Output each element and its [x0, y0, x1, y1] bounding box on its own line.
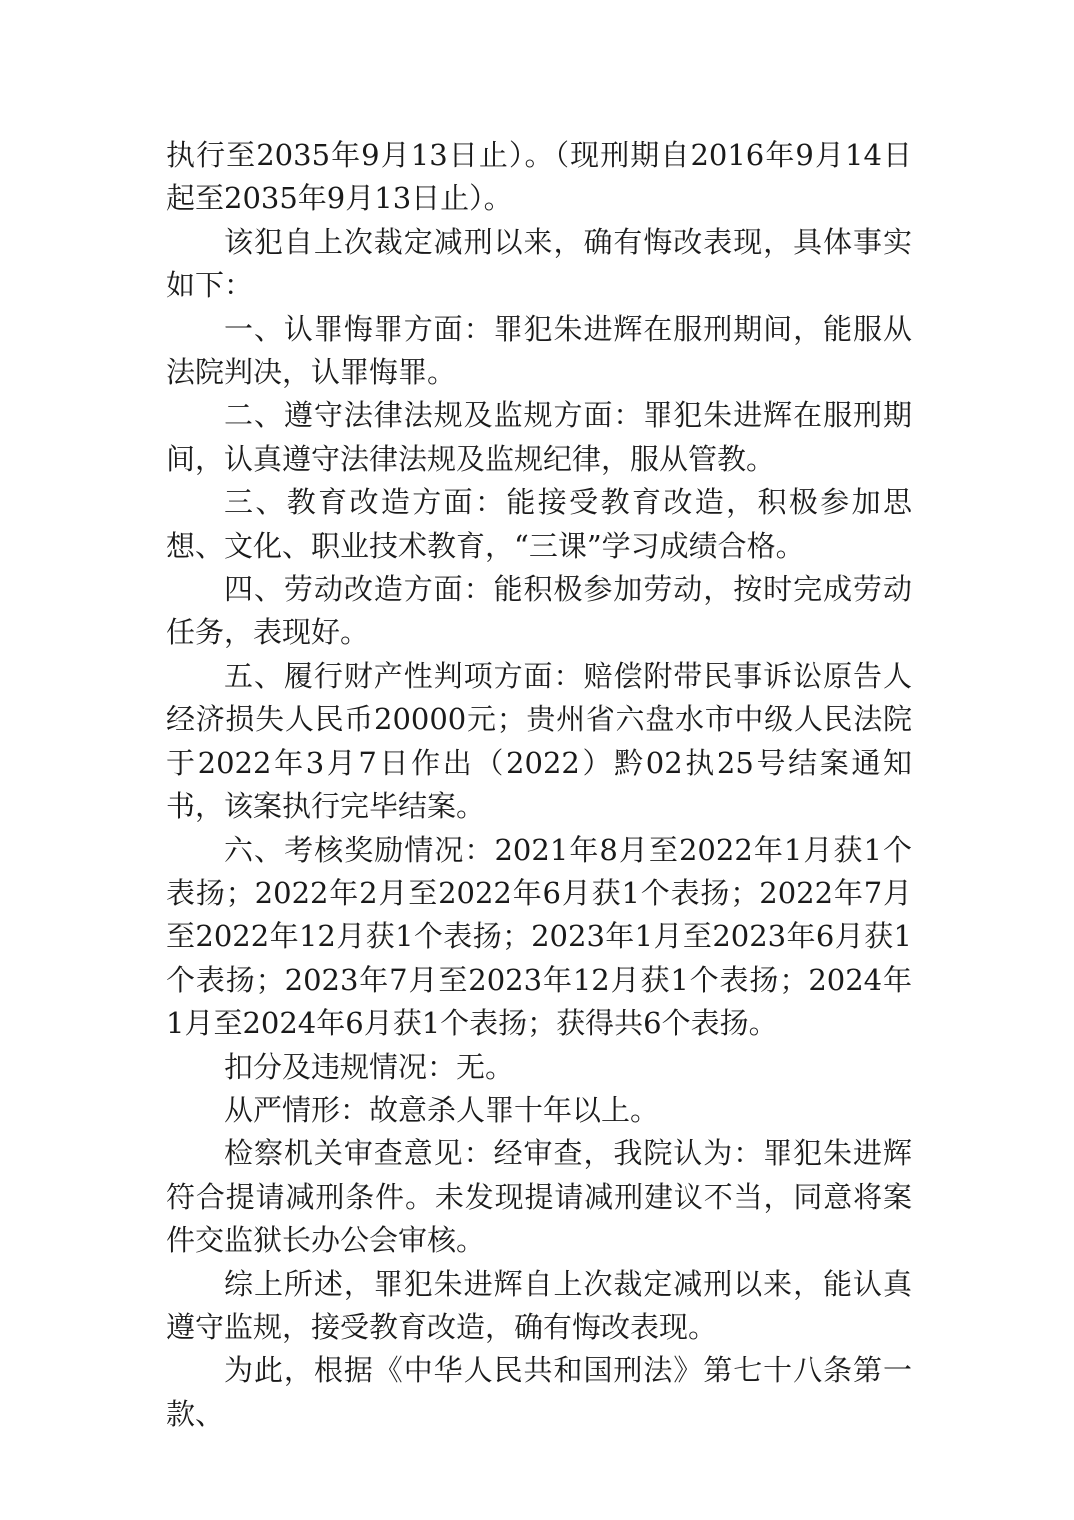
- paragraph-sentence-term: 执行至2035年9月13日止）。（现刑期自2016年9月14日起至2035年9月13日止）。: [166, 138, 912, 216]
- paragraph-admit-guilt: 一、认罪悔罪方面：罪犯朱进辉在服刑期间，能服从法院判决，认罪悔罪。: [166, 311, 912, 390]
- document-body: [166, 134, 912, 1436]
- paragraph-property-judgment: 五、履行财产性判项方面：赔偿附带民事诉讼原告人经济损失人民币20000元；贵州省六盘水市中级人民法院于2022年3月7日作出（2022）黔02执25号结案通知书，该案执行完毕结案。: [166, 658, 912, 824]
- paragraph-labor: 四、劳动改造方面：能积极参加劳动，按时完成劳动任务，表现好。: [166, 572, 912, 650]
- paragraph-obey-law: 二、遵守法律法规及监规方面：罪犯朱进辉在服刑期间，认真遵守法律法规及监规纪律，服从管教。: [166, 398, 912, 476]
- paragraph-rewards: 六、考核奖励情况：2021年8月至2022年1月获1个表扬；2022年2月至2022年6月获1个表扬；2022年7月至2022年12月获1个表扬；2023年1月至2023年6月获1个表扬；2023年7月至2023年12月获1个表扬；2024年1月至2024年6月获1个表扬；获得共6个表扬。: [166, 832, 912, 1041]
- paragraph-procuratorate-opinion: 检察机关审查意见：经审查，我院认为：罪犯朱进辉符合提请减刑条件。未发现提请减刑建议不当，同意将案件交监狱长办公会审核。: [166, 1136, 912, 1258]
- paragraph-repentance-intro: 该犯自上次裁定减刑以来，确有悔改表现，具体事实如下：: [166, 224, 912, 303]
- paragraph-education: 三、教育改造方面：能接受教育改造，积极参加思想、文化、职业技术教育，“三课”学习成绩合格。: [166, 485, 912, 563]
- paragraph-strict-circumstances: 从严情形：故意杀人罪十年以上。: [224, 1092, 660, 1127]
- paragraph-violations: 扣分及违规情况：无。: [224, 1049, 515, 1084]
- paragraph-summary: 综上所述，罪犯朱进辉自上次裁定减刑以来，能认真遵守监规，接受教育改造，确有悔改表现。: [166, 1266, 912, 1344]
- paragraph-legal-basis: 为此，根据《中华人民共和国刑法》第七十八条第一款、: [166, 1353, 912, 1431]
